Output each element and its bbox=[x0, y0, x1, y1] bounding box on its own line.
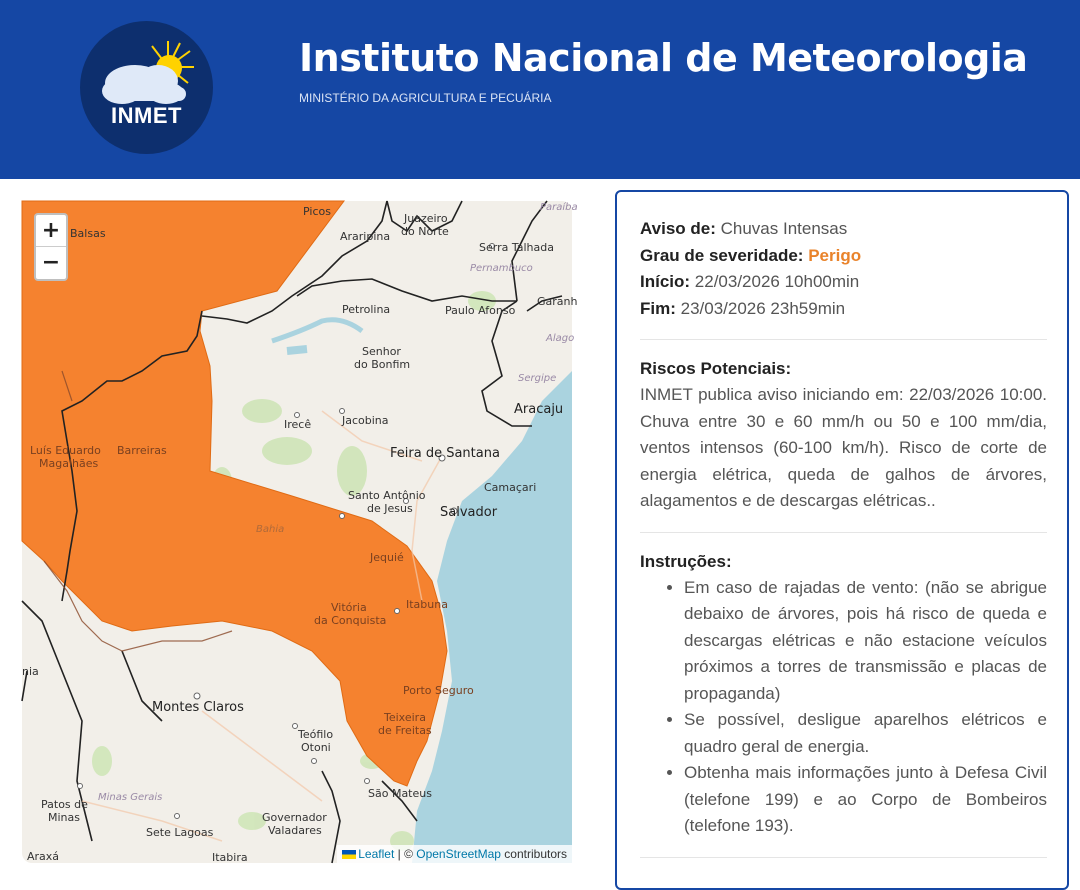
map-label: Valadares bbox=[268, 824, 322, 837]
map-label: Araripina bbox=[340, 230, 391, 243]
alert-card bbox=[615, 190, 1069, 890]
end-value: 23/03/2026 23h59min bbox=[675, 298, 846, 318]
map-label: Teófilo bbox=[298, 728, 334, 741]
map-label: da Conquista bbox=[314, 614, 387, 627]
map-label: Serra Talhada bbox=[479, 241, 554, 254]
map-label: do Bonfim bbox=[354, 358, 411, 371]
end-row bbox=[640, 296, 1047, 323]
map-label: nia bbox=[22, 665, 39, 678]
map-label: São Mateus bbox=[368, 787, 432, 800]
map-label: Feira de Santana bbox=[390, 446, 500, 461]
start-row bbox=[640, 269, 1047, 296]
attribution-separator: | © bbox=[394, 847, 417, 861]
map-label: Petrolina bbox=[342, 303, 391, 316]
map-label: Governador bbox=[262, 811, 327, 824]
risks-title: Riscos Potenciais: bbox=[640, 359, 792, 378]
logo-text: INMET bbox=[111, 103, 182, 128]
map-label: Sete Lagoas bbox=[146, 826, 214, 839]
instructions-title: Instruções: bbox=[640, 551, 732, 571]
map-attribution bbox=[337, 845, 572, 863]
map-label: Vitória bbox=[331, 601, 367, 614]
map-label: Senhor bbox=[362, 345, 401, 358]
inmet-logo[interactable] bbox=[80, 21, 213, 154]
map-label: Pernambuco bbox=[470, 263, 533, 274]
openstreetmap-link[interactable]: OpenStreetMap bbox=[416, 847, 501, 861]
zoom-out-button[interactable]: − bbox=[41, 250, 61, 275]
map-label: do Norte bbox=[401, 225, 449, 238]
map-label: de Jesus bbox=[367, 502, 413, 515]
map-label: Barreiras bbox=[117, 444, 167, 457]
instruction-item: • Obtenha mais informações junto à Defesa Civil (telefone 199) e ao Corpo de Bombeiros (telefone 193). bbox=[684, 760, 1047, 840]
map-label: Minas bbox=[48, 811, 80, 824]
map-label: Juazeiro bbox=[404, 212, 448, 225]
map-label: Balsas bbox=[70, 227, 106, 240]
aviso-label: Aviso de: bbox=[640, 219, 716, 238]
map-label: Irecê bbox=[284, 418, 312, 431]
sun-cloud-icon bbox=[80, 21, 213, 154]
map-label: Porto Seguro bbox=[403, 684, 474, 697]
map-label: Minas Gerais bbox=[98, 792, 163, 803]
map-label: Jequié bbox=[370, 551, 404, 564]
map-label: Salvador bbox=[440, 505, 498, 520]
site-subtitle: MINISTÉRIO DA AGRICULTURA E PECUÁRIA bbox=[299, 91, 552, 105]
site-title: Instituto Nacional de Meteorologia bbox=[299, 36, 1028, 80]
divider bbox=[640, 857, 1047, 858]
map-label: Montes Claros bbox=[152, 700, 244, 715]
divider bbox=[640, 339, 1047, 340]
map-label: Luís Eduardo bbox=[30, 444, 101, 457]
end-label: Fim: bbox=[640, 298, 676, 318]
map-label: de Freitas bbox=[378, 724, 432, 737]
map-label: Sergipe bbox=[518, 373, 557, 384]
divider bbox=[640, 532, 1047, 533]
map-label: Jacobina bbox=[342, 414, 389, 427]
map-label: Araxá bbox=[27, 850, 60, 863]
map-label: Itabuna bbox=[406, 598, 448, 611]
map-label: Teixeira bbox=[384, 711, 426, 724]
risks-text: INMET publica aviso iniciando em: 22/03/2026 10:00. Chuva entre 30 e 60 mm/h ou 50 e 100 mm/dia, ventos intensos (60-100 km/h). Risco de corte de energia elétrica, queda de galhos de árvores, alagamentos e de descargas elétricas.. bbox=[640, 385, 1047, 510]
map-base bbox=[22, 201, 575, 863]
leaflet-link[interactable]: Leaflet bbox=[358, 847, 395, 861]
map-label: Paraíba bbox=[540, 202, 578, 213]
instructions-list bbox=[684, 575, 1047, 840]
zoom-control bbox=[34, 213, 68, 281]
map-label: Otoni bbox=[301, 741, 331, 754]
instruction-item: • Se possível, desligue aparelhos elétricos e quadro geral de energia. bbox=[684, 707, 1047, 760]
severity-value: Perigo bbox=[803, 245, 862, 265]
severity-row bbox=[640, 243, 1047, 270]
map-label: Bahia bbox=[256, 524, 285, 535]
map-label: Aracaju bbox=[514, 402, 564, 417]
aviso-value: Chuvas Intensas bbox=[715, 219, 848, 238]
alert-map[interactable] bbox=[22, 201, 578, 864]
map-label: Magalhães bbox=[39, 457, 99, 470]
aviso-row bbox=[640, 216, 1047, 243]
map-label: Paulo Afonso bbox=[445, 304, 516, 317]
severity-label: Grau de severidade: bbox=[640, 245, 804, 265]
map-label: Garanh bbox=[537, 295, 578, 308]
map-label: Itabira bbox=[212, 851, 248, 864]
site-header bbox=[0, 0, 1080, 179]
map-label: Picos bbox=[303, 205, 331, 218]
start-value: 22/03/2026 10h00min bbox=[690, 272, 860, 291]
instruction-item: • Em caso de rajadas de vento: (não se abrigue debaixo de árvores, pois há risco de queda e descargas elétricas e não estacione veículos próximos a torres de transmissão e placas de propaganda) bbox=[684, 575, 1047, 708]
zoom-in-button[interactable]: + bbox=[36, 215, 66, 247]
map-label: Camaçari bbox=[484, 481, 537, 494]
map-label: Patos de bbox=[41, 798, 88, 811]
map-label: Alago bbox=[546, 333, 575, 344]
attribution-suffix: contributors bbox=[500, 847, 567, 861]
map-label: Santo Antônio bbox=[348, 489, 426, 502]
start-label: Início: bbox=[640, 272, 691, 291]
ukraine-flag-icon bbox=[342, 850, 356, 859]
